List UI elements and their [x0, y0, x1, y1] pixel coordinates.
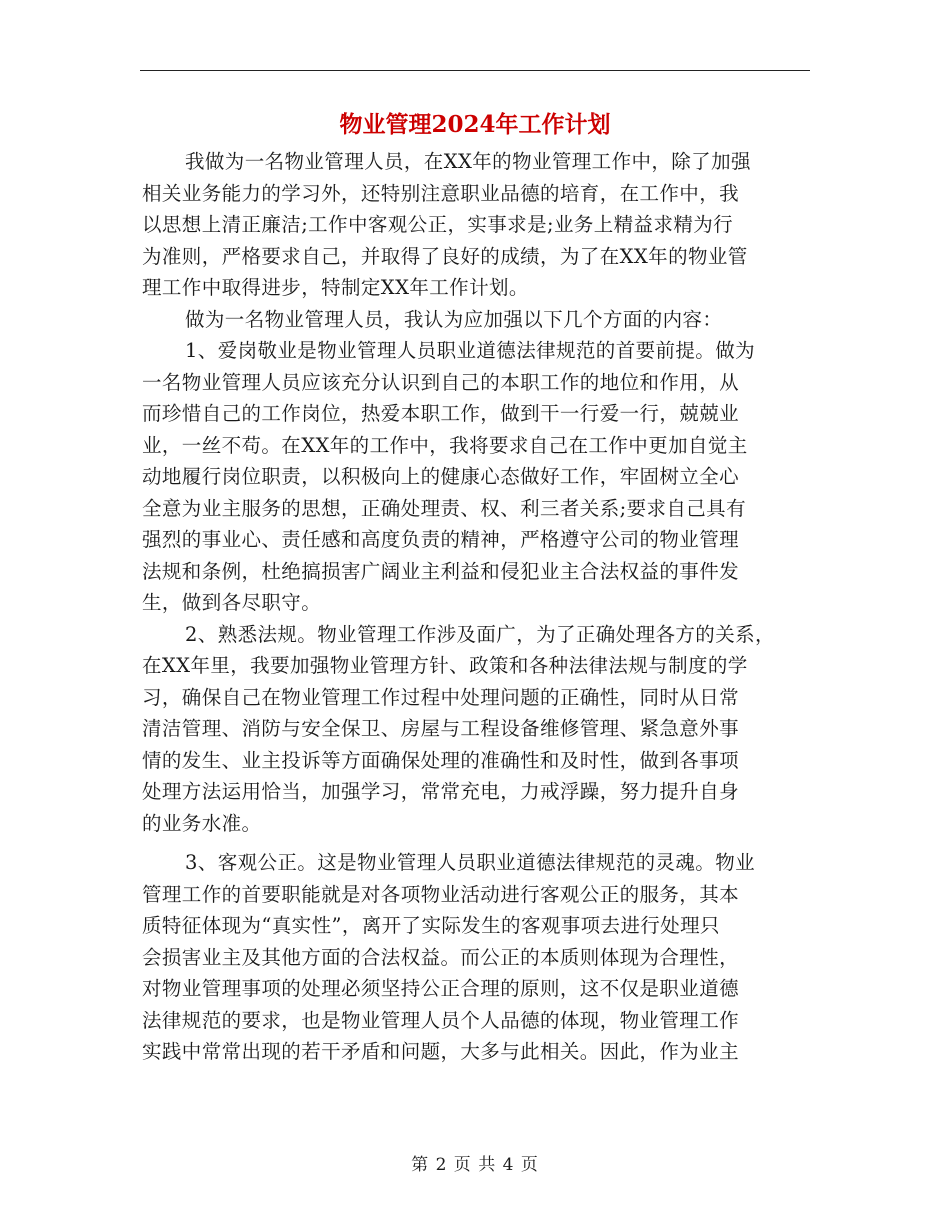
text-line: 强烈的事业心、责任感和高度负责的精神，严格遵守公司的物业管理 [142, 528, 740, 551]
text-line: 质特征体现为“真实性”，离开了实际发生的客观事项去进行处理只 [142, 914, 720, 937]
text-line: 3、客观公正。这是物业管理人员职业道德法律规范的灵魂。物业 [185, 851, 756, 874]
text-line: 管理工作的首要职能就是对各项物业活动进行客观公正的服务，其本 [142, 882, 740, 906]
text-line: 相关业务能力的学习外，还特别注意职业品德的培育，在工作中，我 [142, 181, 740, 205]
text-line: 全意为业主服务的思想，正确处理责、权、利三者关系;要求自己具有 [142, 496, 746, 520]
text-line: 的业务水准。 [142, 811, 262, 835]
text-line: 为准则，严格要求自己，并取得了良好的成绩，为了在XX年的物业管 [142, 244, 748, 268]
text-line: 以思想上清正廉洁;工作中客观公正，实事求是;业务上精益求精为行 [142, 213, 734, 236]
header-rule [140, 70, 810, 71]
paragraph-item-2 [142, 619, 822, 840]
paragraph-intro [142, 146, 822, 304]
text-line: 习，确保自己在物业管理工作过程中处理问题的正确性，同时从日常 [142, 685, 740, 709]
text-line: 做为一名物业管理人员，我认为应加强以下几个方面的内容： [185, 307, 723, 331]
text-line: 对物业管理事项的处理必须坚持公正合理的原则，这不仅是职业道德 [142, 977, 740, 1000]
document-title: 物业管理2024年工作计划 [339, 111, 611, 138]
text-line: 生，做到各尽职守。 [142, 591, 322, 614]
text-line: 法律规范的要求，也是物业管理人员个人品德的体现，物业管理工作 [142, 1008, 740, 1032]
text-line: 动地履行岗位职责，以积极向上的健康心态做好工作，牢固树立全心 [142, 465, 740, 488]
text-line: 而珍惜自己的工作岗位，热爱本职工作，做到干一行爱一行，兢兢业 [142, 402, 740, 425]
text-line: 法规和条例，杜绝搞损害广阔业主利益和侵犯业主合法权益的事件发 [142, 559, 740, 583]
document-body [142, 146, 822, 1068]
paragraph-overview [142, 304, 822, 336]
text-line: 业，一丝不苟。在XX年的工作中，我将要求自己在工作中更加自觉主 [142, 433, 748, 457]
text-line: 实践中常常出现的若干矛盾和问题，大多与此相关。因此，作为业主 [142, 1040, 740, 1063]
paragraph-item-3 [142, 847, 822, 1068]
text-line: 1、爱岗敬业是物业管理人员职业道德法律规范的首要前提。做为 [185, 339, 756, 362]
text-line: 处理方法运用恰当，加强学习，常常充电，力戒浮躁，努力提升自身 [142, 780, 740, 803]
text-line: 一名物业管理人员应该充分认识到自己的本职工作的地位和作用，从 [142, 370, 740, 394]
paragraph-item-1 [142, 335, 822, 619]
text-line: 理工作中取得进步，特制定XX年工作计划。 [142, 276, 529, 299]
text-line: 情的发生、业主投诉等方面确保处理的准确性和及时性，做到各事项 [142, 748, 740, 772]
text-line: 我做为一名物业管理人员，在XX年的物业管理工作中，除了加强 [185, 150, 751, 173]
text-line: 清洁管理、消防与安全保卫、房屋与工程设备维修管理、紧急意外事 [142, 717, 740, 740]
text-line: 在XX年里，我要加强物业管理方针、政策和各种法律法规与制度的学 [142, 654, 748, 677]
text-line: 会损害业主及其他方面的合法权益。而公正的本质则体现为合理性， [142, 945, 740, 969]
text-line: 2、熟悉法规。物业管理工作涉及面广，为了正确处理各方的关系， [185, 622, 775, 646]
page-number-footer: 第 2 页 共 4 页 [411, 1155, 539, 1175]
